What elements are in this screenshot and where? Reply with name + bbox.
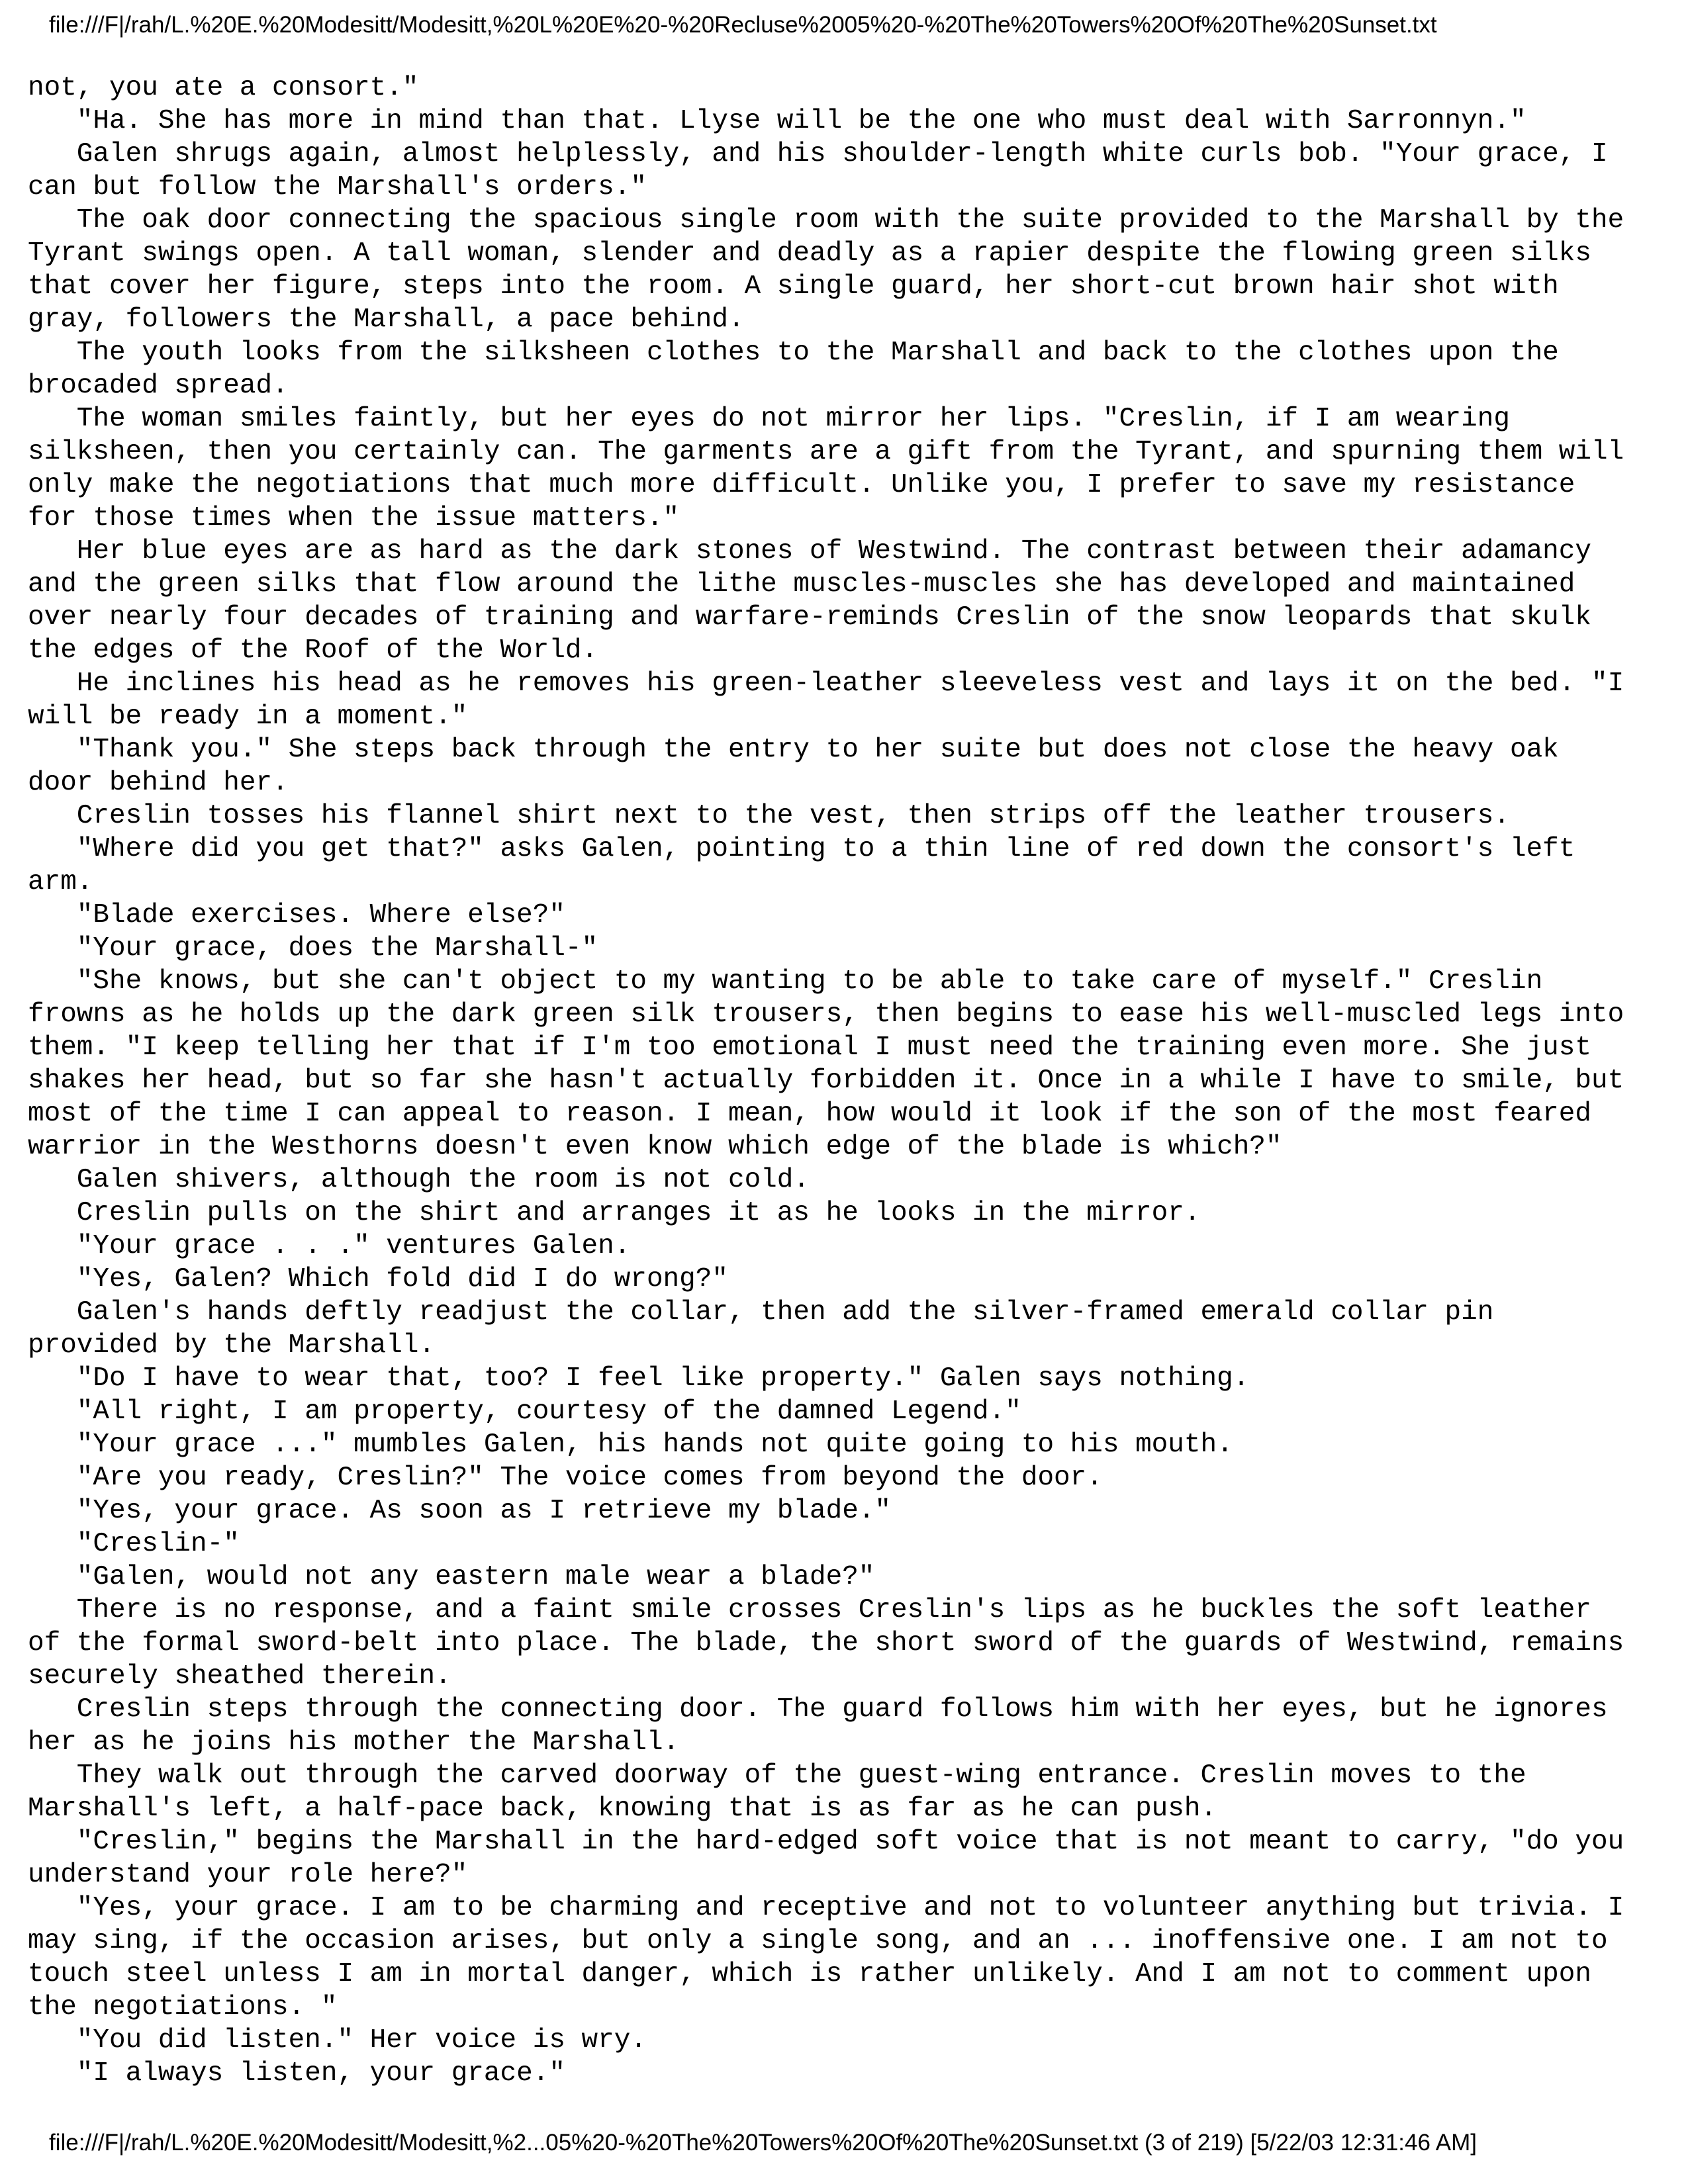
text-line: shakes her head, but so far she hasn't actually forbidden it. Once in a while I have to smile, but [28, 1066, 1624, 1096]
text-line: not, you ate a consort." [28, 73, 419, 103]
text-line: gray, followers the Marshall, a pace behind. [28, 304, 745, 335]
footer-file-info: file:///F|/rah/L.%20E.%20Modesitt/Modesitt,%2...05%20-%20The%20Towers%20Of%20The%20Sunset.txt (3 of 219) [5/22/03 12:31:46 AM] [49, 2130, 1477, 2156]
header-file-url: file:///F|/rah/L.%20E.%20Modesitt/Modesitt,%20L%20E%20-%20Recluse%2005%20-%20The%20Towers%20Of%20The%20Sunset.txt [49, 12, 1437, 38]
text-line: "Thank you." She steps back through the entry to her suite but does not close the heavy oak [28, 735, 1559, 765]
text-line: can but follow the Marshall's orders." [28, 172, 647, 203]
text-line: her as he joins his mother the Marshall. [28, 1727, 680, 1758]
text-line: "Your grace ..." mumbles Galen, his hands not quite going to his mouth. [28, 1430, 1233, 1460]
text-line: Galen's hands deftly readjust the collar, then add the silver-framed emerald collar pin [28, 1297, 1494, 1328]
text-line: most of the time I can appeal to reason. I mean, how would it look if the son of the most feared [28, 1099, 1591, 1129]
text-line: Creslin steps through the connecting door. The guard follows him with her eyes, but he ignores [28, 1694, 1608, 1725]
text-line: and the green silks that flow around the lithe muscles-muscles she has developed and maintained [28, 569, 1575, 600]
text-line: touch steel unless I am in mortal danger, which is rather unlikely. And I am not to comment upon [28, 1959, 1591, 1989]
text-line: The oak door connecting the spacious single room with the suite provided to the Marshall by the [28, 205, 1624, 236]
text-line: "Are you ready, Creslin?" The voice comes from beyond the door. [28, 1463, 1103, 1493]
text-line: may sing, if the occasion arises, but only a single song, and an ... inoffensive one. I am not to [28, 1926, 1608, 1956]
text-line: that cover her figure, steps into the room. A single guard, her short-cut brown hair shot with [28, 271, 1559, 302]
text-line: arm. [28, 867, 93, 897]
text-line: only make the negotiations that much more difficult. Unlike you, I prefer to save my resistance [28, 470, 1575, 500]
text-line: The youth looks from the silksheen clothes to the Marshall and back to the clothes upon the [28, 338, 1559, 368]
text-line: of the formal sword-belt into place. The blade, the short sword of the guards of Westwind, remains [28, 1628, 1624, 1659]
text-line: "Your grace, does the Marshall-" [28, 933, 598, 964]
text-line: frowns as he holds up the dark green silk trousers, then begins to ease his well-muscled legs into [28, 999, 1624, 1030]
text-line: "Creslin-" [28, 1529, 240, 1559]
text-line: the edges of the Roof of the World. [28, 635, 598, 666]
text-line: "I always listen, your grace." [28, 2058, 565, 2089]
text-line: "All right, I am property, courtesy of the damned Legend." [28, 1396, 1021, 1427]
text-line: silksheen, then you certainly can. The garments are a gift from the Tyrant, and spurning them will [28, 437, 1624, 467]
text-line: "She knows, but she can't object to my wanting to be able to take care of myself." Creslin [28, 966, 1543, 997]
text-line: them. "I keep telling her that if I'm too emotional I must need the training even more. She just [28, 1032, 1591, 1063]
text-line: "Galen, would not any eastern male wear a blade?" [28, 1562, 875, 1592]
text-line: "Creslin," begins the Marshall in the hard-edged soft voice that is not meant to carry, "do you [28, 1827, 1624, 1857]
text-line: "Your grace . . ." ventures Galen. [28, 1231, 631, 1261]
text-line: the negotiations. " [28, 1992, 338, 2023]
document-body [28, 71, 1669, 2089]
text-line: The woman smiles faintly, but her eyes do not mirror her lips. "Creslin, if I am wearing [28, 404, 1510, 434]
text-line: Galen shrugs again, almost helplessly, and his shoulder-length white curls bob. "Your grace, I [28, 139, 1608, 169]
text-line: securely sheathed therein. [28, 1661, 451, 1692]
text-line: for those times when the issue matters." [28, 503, 680, 533]
text-line: Galen shivers, although the room is not cold. [28, 1165, 810, 1195]
text-line: "Yes, your grace. I am to be charming and receptive and not to volunteer anything but trivia. I [28, 1893, 1624, 1923]
text-line: They walk out through the carved doorway of the guest-wing entrance. Creslin moves to the [28, 1760, 1526, 1791]
text-line: "You did listen." Her voice is wry. [28, 2025, 647, 2056]
text-line: "Where did you get that?" asks Galen, pointing to a thin line of red down the consort's left [28, 834, 1575, 864]
text-line: Creslin tosses his flannel shirt next to the vest, then strips off the leather trousers. [28, 801, 1510, 831]
text-line: brocaded spread. [28, 371, 289, 401]
text-line: "Yes, your grace. As soon as I retrieve my blade." [28, 1496, 892, 1526]
text-line: Her blue eyes are as hard as the dark stones of Westwind. The contrast between their adamancy [28, 536, 1591, 567]
text-line: "Do I have to wear that, too? I feel like property." Galen says nothing. [28, 1363, 1250, 1394]
text-line: over nearly four decades of training and warfare-reminds Creslin of the snow leopards that skulk [28, 602, 1591, 633]
text-line: will be ready in a moment." [28, 702, 468, 732]
text-line: Marshall's left, a half-pace back, knowing that is as far as he can push. [28, 1794, 1217, 1824]
text-line: provided by the Marshall. [28, 1330, 436, 1361]
text-line: warrior in the Westhorns doesn't even know which edge of the blade is which?" [28, 1132, 1282, 1162]
text-line: There is no response, and a faint smile crosses Creslin's lips as he buckles the soft leather [28, 1595, 1591, 1625]
text-line: "Yes, Galen? Which fold did I do wrong?" [28, 1264, 728, 1295]
text-line: Creslin pulls on the shirt and arranges it as he looks in the mirror. [28, 1198, 1201, 1228]
text-line: understand your role here?" [28, 1860, 468, 1890]
text-line: door behind her. [28, 768, 289, 798]
text-line: He inclines his head as he removes his green-leather sleeveless vest and lays it on the bed. "I [28, 668, 1624, 699]
text-line: "Ha. She has more in mind than that. Llyse will be the one who must deal with Sarronnyn." [28, 106, 1526, 136]
text-line: Tyrant swings open. A tall woman, slender and deadly as a rapier despite the flowing green silks [28, 238, 1591, 269]
text-line: "Blade exercises. Where else?" [28, 900, 565, 931]
